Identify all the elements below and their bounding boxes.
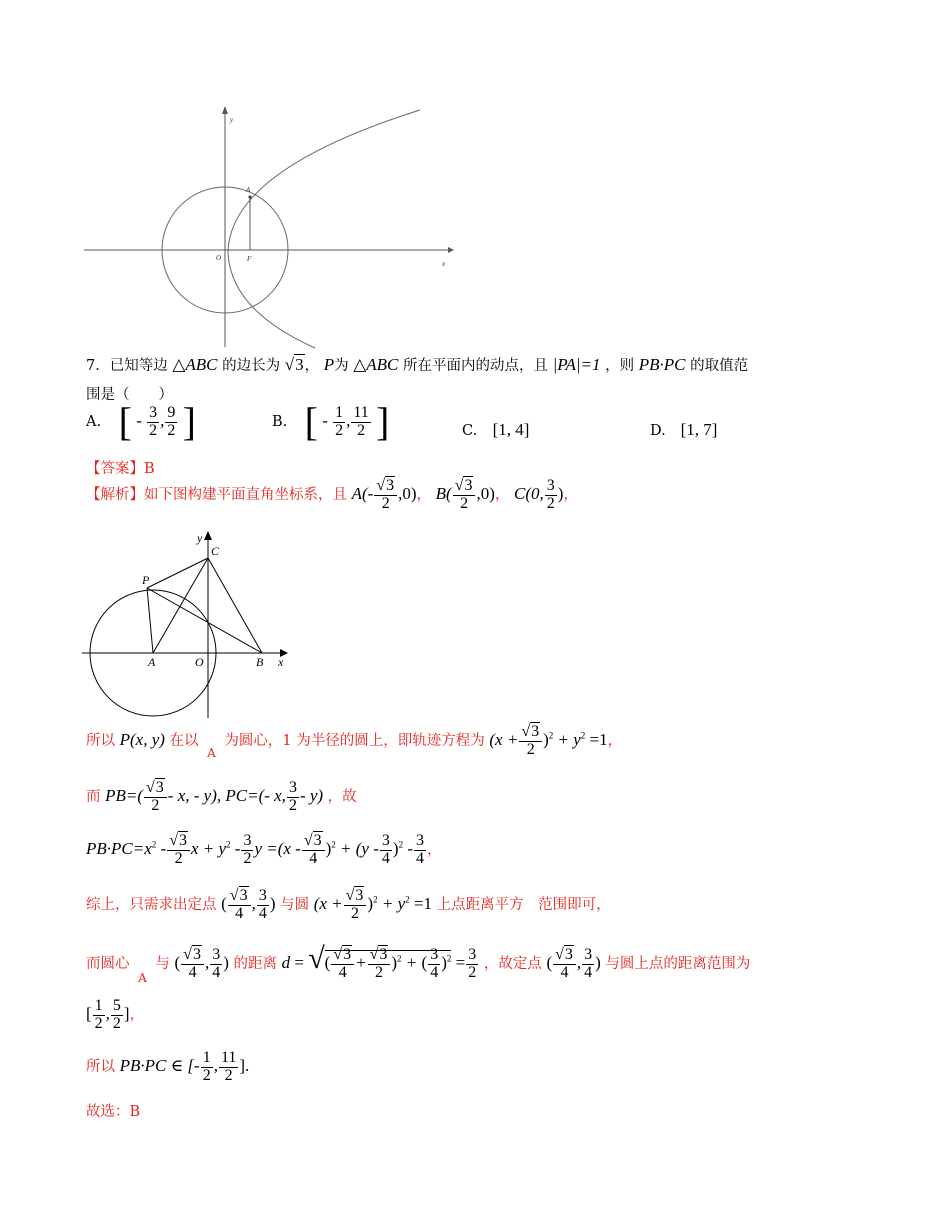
- answer-tag: 【答案】: [86, 461, 144, 477]
- label-o: O: [216, 254, 222, 262]
- label-b: B: [256, 655, 264, 669]
- analysis-line-2: 而 PB=( $\frac{√3}{2}$ - x, - y), PC=(- x, $\frac{3}{2}$ - y) ，故: [86, 779, 357, 814]
- analysis-line-4: 综上，只需求出定点 ( $\frac{√3}{4}$ , $\frac{3}{4}$ ) 与圆 (x + $\frac{√3}{2}$ )$^2 + y^2 =1$ 上点距离平方 范围即可，: [86, 887, 611, 922]
- final-choice: 故选：B: [86, 1104, 141, 1120]
- option-a-value: [ - $\frac{3}{2}$ , $\frac{9}{2}$ ]: [118, 399, 196, 444]
- point-a-dot: [249, 196, 252, 199]
- segment-pb: [147, 588, 262, 653]
- point-p: P: [323, 355, 335, 374]
- fixed-point-3: ( $\frac{√3}{4}$ , $\frac{3}{4}$ ): [546, 945, 601, 981]
- question-text-6: ，则: [605, 358, 635, 374]
- question-text-1: 已知等边: [109, 358, 168, 374]
- parabola: [228, 110, 420, 348]
- triangle-abc-2: △ABC: [353, 355, 399, 374]
- option-d[interactable]: [650, 420, 717, 440]
- segment-pa: [147, 588, 153, 653]
- option-c-value: [1, 4]: [492, 420, 530, 439]
- answer-line: [86, 457, 155, 478]
- question-number: 7．: [86, 358, 110, 374]
- analysis-line-3: $PB\cdot PC=x^2$ - $\frac{√3}{2}$ $x + y^2$ - $\frac{3}{2}$ y =(x - $\frac{√3}{4}$ )$^2$ + (y - $\frac{3}{4}$ )$^2$ - $\frac{3}{4}$ ，: [86, 832, 442, 867]
- point-a-coord: A(- $\frac{√3}{2}$ ,0): [351, 477, 417, 512]
- y-axis-arrow-2: [204, 531, 212, 540]
- question-text-5: 所在平面内的动点，且: [403, 358, 548, 374]
- option-a[interactable]: [86, 399, 196, 444]
- option-d-value: [1, 7]: [680, 420, 718, 439]
- label-o-2: O: [195, 655, 204, 669]
- center-a-2: A: [138, 971, 147, 985]
- side-length: √3: [284, 355, 304, 374]
- dot-product-expression: PB·PC: [638, 355, 686, 374]
- answer-value: B: [144, 461, 155, 477]
- option-c-label: C.: [462, 423, 478, 439]
- figure-triangle-circle: [80, 528, 295, 723]
- label-x: x: [442, 260, 446, 268]
- label-f: F: [247, 255, 252, 263]
- label-y-2: y: [197, 531, 203, 545]
- label-a-2: A: [148, 655, 156, 669]
- fixed-point: ( $\frac{√3}{4}$ , $\frac{3}{4}$ ): [221, 887, 276, 922]
- label-x-2: x: [278, 655, 284, 669]
- analysis-line-7: 所以 PB·PC ∈ [- $\frac{1}{2}$ , $\frac{11}{2}$ ].: [86, 1049, 250, 1084]
- option-c[interactable]: [462, 420, 529, 440]
- question-text-2: 的边长为: [222, 358, 281, 374]
- dot-product-expansion: $PB\cdot PC=x^2$ - $\frac{√3}{2}$ $x + y^2$ - $\frac{3}{2}$ y =(x - $\frac{√3}{4}$ )$^2$ + (y - $\frac{3}{4}$ )$^2$ - $\frac{3}{4}$: [86, 832, 424, 867]
- label-p: P: [142, 573, 150, 587]
- option-b-value: [ - $\frac{1}{2}$ , $\frac{11}{2}$ ]: [304, 399, 390, 444]
- x-axis-arrow: [448, 247, 454, 253]
- analysis-line-1: 所以 P(x, y) 在以 $_A$ 为圆心，1 为半径的圆上，即轨迹方程为 (x + $\frac{√3}{2}$ )$^2 + y^2 =1$，: [86, 723, 623, 761]
- triangle-abc: △ABC: [172, 355, 218, 374]
- point-p-xy: P(x, y): [119, 730, 165, 750]
- question-line-1: [86, 354, 748, 375]
- analysis-line-6: [ $\frac{1}{2}$ , $\frac{5}{2}$ ]，: [86, 997, 145, 1032]
- analysis-intro-text: 如下图构建平面直角坐标系，且: [144, 487, 347, 504]
- point-b-coord: B( $\frac{√3}{2}$ ,0): [435, 477, 495, 512]
- y-axis-arrow: [222, 106, 228, 114]
- option-a-label: A.: [86, 413, 102, 430]
- question-line-2: 围是（ ）: [86, 387, 173, 403]
- question-text-7: 的取值范: [690, 358, 749, 374]
- center-a: A: [207, 746, 216, 761]
- option-b-label: B.: [272, 413, 288, 430]
- label-a: A: [246, 186, 251, 194]
- option-d-label: D.: [650, 423, 666, 439]
- pa-expression: |PA|=1: [552, 355, 601, 374]
- final-range: PB·PC ∈ [- $\frac{1}{2}$ , $\frac{11}{2}$ ].: [119, 1049, 250, 1084]
- vector-pb-pc: PB=( $\frac{√3}{2}$ - x, - y), PC=(- x, $\frac{3}{2}$ - y): [105, 779, 324, 814]
- question-text-3: ，: [304, 358, 320, 374]
- circle-equation: (x + $\frac{√3}{2}$ )$^2 + y^2 =1$: [489, 723, 608, 758]
- analysis-tag: 【解析】: [86, 487, 144, 504]
- analysis-line-5: 而圆心 $_A$ 与 ( $\frac{√3}{4}$ , $\frac{3}{4}$ ) 的距离 d = √( $\frac{√3}{4}$ + $\frac{√3}{2}$ )$^2$ + ( $\frac{3}{4}$ )$^2$ = $\frac{3}{2}$ ，故定点 ( $\frac{√3}{4}$ , $\frac{3}{4}$ ) 与圆上点的距离范围为: [86, 942, 751, 985]
- point-c-coord: C(0, $\frac{3}{2}$ ): [514, 477, 564, 512]
- distance-formula: d = √( $\frac{√3}{4}$ + $\frac{√3}{2}$ )$^2$ + ( $\frac{3}{4}$ )$^2$ = $\frac{3}{2}$: [281, 942, 477, 981]
- label-c: C: [211, 544, 220, 558]
- label-y: y: [230, 116, 234, 124]
- circle-equation-2: (x + $\frac{√3}{2}$ )$^2 + y^2 =1$: [313, 887, 432, 922]
- analysis-intro: 【解析】如下图构建平面直角坐标系，且 A(- $\frac{√3}{2}$ ,0)， B( $\frac{√3}{2}$ ,0)， C(0, $\frac{3}{2}$ )，: [86, 477, 578, 512]
- distance-range: [ $\frac{1}{2}$ , $\frac{5}{2}$ ]: [86, 997, 130, 1032]
- question-text-4: 为: [334, 358, 349, 374]
- option-b[interactable]: [272, 399, 390, 444]
- figure-circle-parabola: [80, 100, 460, 350]
- fixed-point-2: ( $\frac{√3}{4}$ , $\frac{3}{4}$ ): [174, 945, 229, 981]
